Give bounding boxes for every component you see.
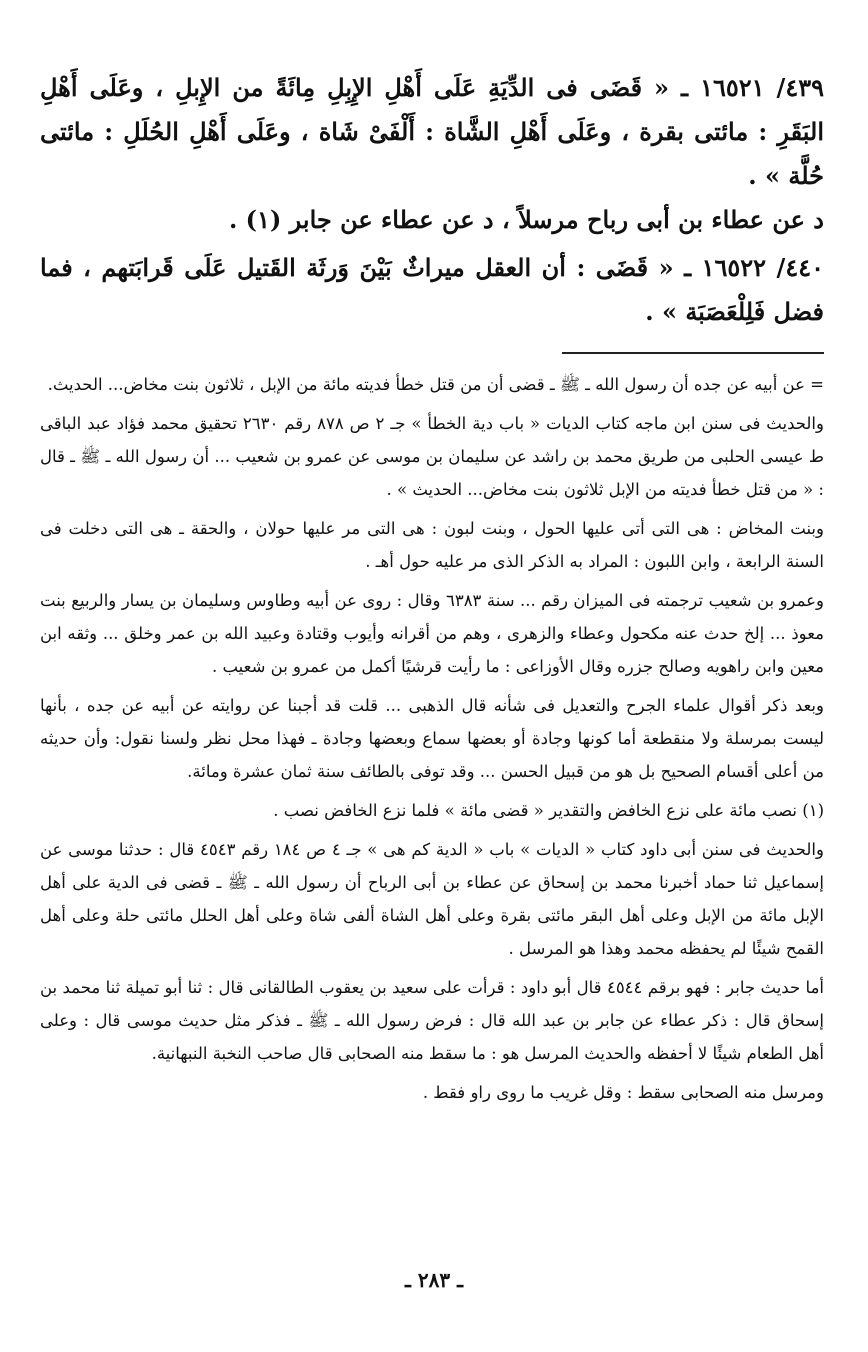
footnote-1: (١) نصب مائة على نزع الخافض والتقدير « قضى مائة » فلما نزع الخافض نصب . <box>273 801 824 820</box>
hadith-439: ٤٣٩/ ١٦٥٢١ ـ « قَضَى فى الدِّيَةِ عَلَى أَهْلِ الإِبِلِ مِائَةً من الإِبلِ ، وعَلَى أَهْلِ البَقَرِ : مائتى بقرة ، وعَلَى أَهْلِ الشَّاة : أَلْفَىْ شَاة ، وعَلَى أَهْلِ الحُلَلِ : مائتى حُلَّة » . <box>40 73 824 190</box>
footnote-jabir: أما حديث جابر : فهو برقم ٤٥٤٤ قال أبو داود : قرأت على سعيد بن يعقوب الطالقانى قال : ثنا أبو تميلة ثنا محمد بن إسحاق قال : ذكر عطاء عن جابر بن عبد الله قال : فرض رسول الله ـ ﷺ ـ فذكر مثل حديث موسى قال : وعلى أهل الطعام شيئًا لا أحفظه والحديث المرسل هو : ما سقط منه الصحابى قال صاحب النخبة النبهانية. <box>40 978 825 1063</box>
hadith-440: ٤٤٠/ ١٦٥٢٢ ـ « قَضَى : أن العقل ميراثٌ بَيْنَ وَرثَة القَتيل عَلَى قَرابَتهم ، فما فضل فَلِلْعَصَبَة » . <box>40 253 824 326</box>
footnote-separator <box>562 352 824 354</box>
footnote-bint-makhad: وبنت المخاض : هى التى أتى عليها الحول ، وبنت لبون : هى التى مر عليها حولان ، والحقة ـ هى التى دخلت فى السنة الرابعة ، وابن اللبون : المراد به الذكر الذى مر عليه حول أهـ . <box>40 519 824 571</box>
hadith-439-source: د عن عطاء بن أبى رباح مرسلاً ، د عن عطاء عن جابر (١) . <box>228 205 824 234</box>
footnotes <box>40 368 824 1109</box>
page-number: ـ ٢٨٣ ـ <box>405 1268 463 1292</box>
footnote-amr-bin-shuayb: وعمرو بن شعيب ترجمته فى الميزان رقم ... سنة ٦٣٨٣ وقال : روى عن أبيه وطاوس وسليمان بن يسار والربيع بنت معوذ ... إلخ حدث عنه مكحول وعطاء والزهرى ، وهم من أقرانه وأيوب وقتادة وعبيد الله بن عمر وخلق ... وثقه ابن معين وابن راهويه وصالح جزره وقال الأوزاعى : ما رأيت قرشيًا أكمل من عمرو بن شعيب . <box>40 591 824 676</box>
footnote-abu-dawud: والحديث فى سنن أبى داود كتاب « الديات » باب « الدية كم هى » جـ ٤ ص ١٨٤ رقم ٤٥٤٣ قال : حدثنا موسى عن إسماعيل ثنا حماد أخبرنا محمد بن إسحاق عن عطاء بن أبى الرباح أن رسول الله ـ ﷺ ـ قضى فى الدية على أهل الإبل مائة من الإبل وعلى أهل البقر مائتى بقرة وعلى أهل الشاة ألفى شاة وعلى أهل الحلل مائتى حلة وعلى أهل القمح شيئًا لم يحفظه محمد وهذا هو المرسل . <box>40 840 824 958</box>
footnote-verse: ومرسل منه الصحابى سقط : وقل غريب ما روى راو فقط . <box>422 1083 824 1102</box>
footnote-ibn-majah: والحديث فى سنن ابن ماجه كتاب الديات « باب دية الخطأ » جـ ٢ ص ٨٧٨ رقم ٢٦٣٠ تحقيق محمد فؤاد عبد الباقى ط عيسى الحلبى من طريق محمد بن راشد عن سليمان بن موسى عن عمرو بن شعيب ... أن رسول الله ـ ﷺ ـ قال : « من قتل خطأ فديته من الإبل ثلاثون بنت مخاض... الحديث » . <box>40 414 824 499</box>
footnote-dhahabi: وبعد ذكر أقوال علماء الجرح والتعديل فى شأنه قال الذهبى ... قلت قد أجبنا عن روايته عن أبيه عن جده ، بأنها ليست بمرسلة ولا منقطعة أما كونها وجادة أو بعضها سماع وبعضها وجادة ـ فهذا محل نظر ولسنا نقول: وأن حديثه من أعلى أقسام الصحيح بل هو من قبيل الحسن ... وقد توفى بالطائف سنة ثمان عشرة ومائة. <box>40 696 824 781</box>
footnote-separator-wrap <box>40 352 824 354</box>
main-text <box>40 66 824 334</box>
footnote-continuation: = عن أبيه عن جده أن رسول الله ـ ﷺ ـ قضى أن من قتل خطأ فديته مائة من الإبل ، ثلاثون بنت مخاض... الحديث. <box>47 375 824 394</box>
